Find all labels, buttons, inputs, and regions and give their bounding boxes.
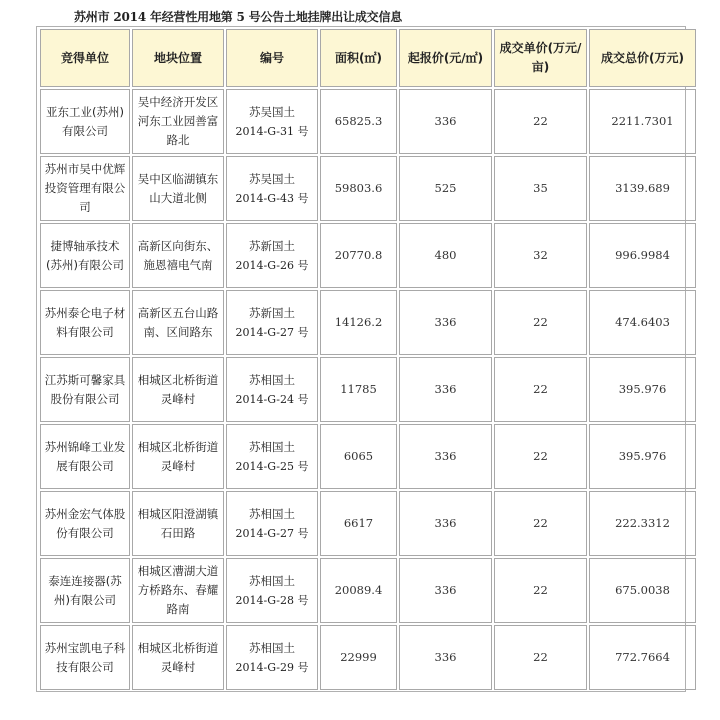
cell-code bbox=[226, 89, 318, 154]
table-row bbox=[40, 290, 696, 355]
cell-code bbox=[226, 357, 318, 422]
cell-total-price: 772.7664 bbox=[589, 625, 696, 690]
table-row bbox=[40, 156, 696, 221]
cell-bidder: 苏州金宏气体股份有限公司 bbox=[40, 491, 130, 556]
cell-total-price: 474.6403 bbox=[589, 290, 696, 355]
cell-bidder: 苏州宝凯电子科技有限公司 bbox=[40, 625, 130, 690]
cell-start-price: 336 bbox=[399, 290, 492, 355]
cell-code bbox=[226, 290, 318, 355]
cell-code bbox=[226, 156, 318, 221]
code-number: 2014-G-24 号 bbox=[235, 392, 309, 406]
code-number: 2014-G-27 号 bbox=[235, 325, 309, 339]
cell-code bbox=[226, 625, 318, 690]
header-bidder: 竞得单位 bbox=[40, 29, 130, 87]
cell-total-price: 395.976 bbox=[589, 357, 696, 422]
cell-location: 相城区阳澄湖镇石田路 bbox=[132, 491, 224, 556]
cell-bidder: 捷博轴承技术(苏州)有限公司 bbox=[40, 223, 130, 288]
cell-start-price: 336 bbox=[399, 357, 492, 422]
cell-area: 22999 bbox=[320, 625, 397, 690]
cell-area: 6617 bbox=[320, 491, 397, 556]
cell-area: 65825.3 bbox=[320, 89, 397, 154]
cell-bidder: 苏州市吴中优辉投资管理有限公司 bbox=[40, 156, 130, 221]
cell-unit-price: 22 bbox=[494, 89, 587, 154]
code-prefix: 苏相国土 bbox=[249, 506, 295, 521]
code-number: 2014-G-27 号 bbox=[235, 526, 309, 540]
cell-start-price: 525 bbox=[399, 156, 492, 221]
header-total-price: 成交总价(万元) bbox=[589, 29, 696, 87]
cell-code bbox=[226, 491, 318, 556]
cell-area: 14126.2 bbox=[320, 290, 397, 355]
cell-location: 相城区漕湖大道方桥路东、春耀路南 bbox=[132, 558, 224, 623]
header-start-price: 起报价(元/㎡) bbox=[399, 29, 492, 87]
header-code: 编号 bbox=[226, 29, 318, 87]
cell-location: 高新区向街东、施恩禧电气南 bbox=[132, 223, 224, 288]
cell-total-price: 996.9984 bbox=[589, 223, 696, 288]
cell-total-price: 2211.7301 bbox=[589, 89, 696, 154]
code-number: 2014-G-26 号 bbox=[235, 258, 309, 272]
header-location: 地块位置 bbox=[132, 29, 224, 87]
cell-area: 6065 bbox=[320, 424, 397, 489]
cell-area: 59803.6 bbox=[320, 156, 397, 221]
cell-start-price: 336 bbox=[399, 558, 492, 623]
code-prefix: 苏新国土 bbox=[249, 238, 295, 253]
cell-location: 相城区北桥街道灵峰村 bbox=[132, 357, 224, 422]
table-header-row bbox=[40, 29, 696, 87]
cell-unit-price: 22 bbox=[494, 558, 587, 623]
cell-unit-price: 22 bbox=[494, 357, 587, 422]
cell-code bbox=[226, 223, 318, 288]
table-row bbox=[40, 491, 696, 556]
code-number: 2014-G-31 号 bbox=[235, 124, 309, 138]
cell-location: 吴中区临湖镇东山大道北侧 bbox=[132, 156, 224, 221]
cell-total-price: 395.976 bbox=[589, 424, 696, 489]
code-prefix: 苏新国土 bbox=[249, 305, 295, 320]
table-row bbox=[40, 89, 696, 154]
cell-location: 相城区北桥街道灵峰村 bbox=[132, 424, 224, 489]
cell-start-price: 336 bbox=[399, 491, 492, 556]
cell-unit-price: 22 bbox=[494, 424, 587, 489]
header-unit-price: 成交单价(万元/亩) bbox=[494, 29, 587, 87]
code-prefix: 苏吴国土 bbox=[249, 104, 295, 119]
cell-start-price: 480 bbox=[399, 223, 492, 288]
code-prefix: 苏相国土 bbox=[249, 372, 295, 387]
cell-location: 相城区北桥街道灵峰村 bbox=[132, 625, 224, 690]
cell-start-price: 336 bbox=[399, 89, 492, 154]
header-area: 面积(㎡) bbox=[320, 29, 397, 87]
cell-location: 高新区五台山路南、区间路东 bbox=[132, 290, 224, 355]
code-prefix: 苏相国土 bbox=[249, 573, 295, 588]
cell-code bbox=[226, 558, 318, 623]
code-number: 2014-G-25 号 bbox=[235, 459, 309, 473]
cell-unit-price: 22 bbox=[494, 625, 587, 690]
code-number: 2014-G-43 号 bbox=[235, 191, 309, 205]
cell-bidder: 泰连连接器(苏州)有限公司 bbox=[40, 558, 130, 623]
cell-unit-price: 32 bbox=[494, 223, 587, 288]
code-number: 2014-G-29 号 bbox=[235, 660, 309, 674]
cell-total-price: 3139.689 bbox=[589, 156, 696, 221]
land-transaction-table bbox=[38, 27, 698, 692]
table-row bbox=[40, 424, 696, 489]
cell-area: 11785 bbox=[320, 357, 397, 422]
cell-total-price: 222.3312 bbox=[589, 491, 696, 556]
cell-unit-price: 22 bbox=[494, 290, 587, 355]
cell-start-price: 336 bbox=[399, 424, 492, 489]
code-prefix: 苏相国土 bbox=[249, 439, 295, 454]
cell-bidder: 亚东工业(苏州)有限公司 bbox=[40, 89, 130, 154]
cell-unit-price: 22 bbox=[494, 491, 587, 556]
code-prefix: 苏相国土 bbox=[249, 640, 295, 655]
cell-bidder: 苏州泰仑电子材料有限公司 bbox=[40, 290, 130, 355]
cell-start-price: 336 bbox=[399, 625, 492, 690]
cell-unit-price: 35 bbox=[494, 156, 587, 221]
cell-location: 吴中经济开发区河东工业园善富路北 bbox=[132, 89, 224, 154]
cell-area: 20089.4 bbox=[320, 558, 397, 623]
table-row bbox=[40, 558, 696, 623]
table-row bbox=[40, 625, 696, 690]
cell-code bbox=[226, 424, 318, 489]
code-number: 2014-G-28 号 bbox=[235, 593, 309, 607]
table-row bbox=[40, 357, 696, 422]
cell-total-price: 675.0038 bbox=[589, 558, 696, 623]
code-prefix: 苏吴国土 bbox=[249, 171, 295, 186]
cell-bidder: 江苏斯可馨家具股份有限公司 bbox=[40, 357, 130, 422]
cell-area: 20770.8 bbox=[320, 223, 397, 288]
table-row bbox=[40, 223, 696, 288]
cell-bidder: 苏州锦峰工业发展有限公司 bbox=[40, 424, 130, 489]
page-title: 苏州市 2014 年经营性用地第 5 号公告土地挂牌出让成交信息 bbox=[74, 10, 403, 24]
